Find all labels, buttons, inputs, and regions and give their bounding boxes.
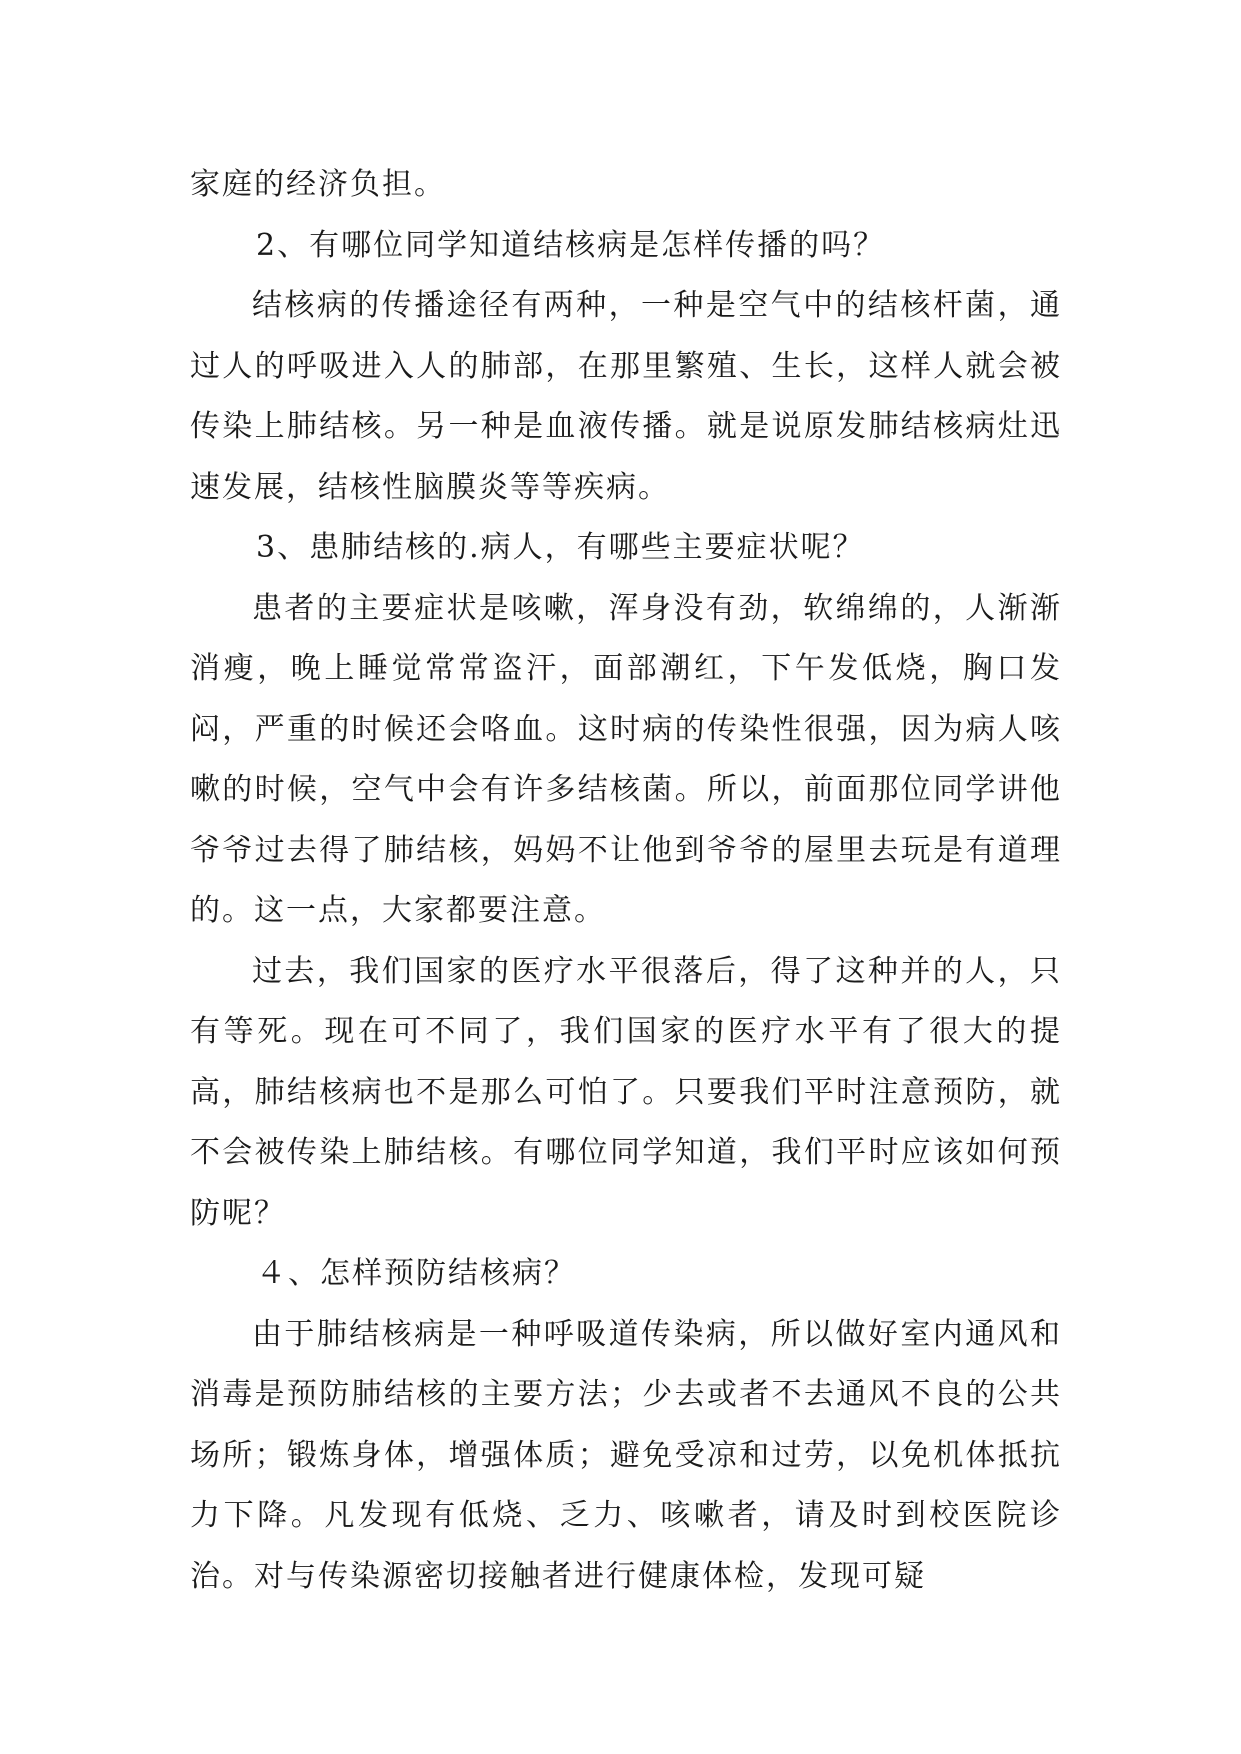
paragraph-transmission: 结核病的传播途径有两种，一种是空气中的结核杆菌，通过人的呼吸进入人的肺部，在那里繁殖、生长，这样人就会被传染上肺结核。另一种是血液传播。就是说原发肺结核病灶迅速发展，结核性脑膜炎等等疾病。	[190, 288, 1062, 505]
paragraph-medical-progress: 过去，我们国家的医疗水平很落后，得了这种并的人，只有等死。现在可不同了，我们国家的医疗水平有了很大的提高，肺结核病也不是那么可怕了。只要我们平时注意预防，就不会被传染上肺结核。有哪位同学知道，我们平时应该如何预防呢？	[190, 953, 1062, 1231]
question-heading-3: 3、患肺结核的.病人，有哪些主要症状呢？	[256, 530, 865, 565]
paragraph-symptoms: 患者的主要症状是咳嗽，浑身没有劲，软绵绵的，人渐渐消瘦，晚上睡觉常常盗汗，面部潮红，下午发低烧，胸口发闷，严重的时候还会咯血。这时病的传染性很强，因为病人咳嗽的时候，空气中会有许多结核菌。所以，前面那位同学讲他爷爷过去得了肺结核，妈妈不让他到爷爷的屋里去玩是有道理的。这一点，大家都要注意。	[190, 590, 1062, 928]
question-heading-4: ４、怎样预防结核病？	[256, 1256, 576, 1291]
paragraph-prevention: 由于肺结核病是一种呼吸道传染病，所以做好室内通风和消毒是预防肺结核的主要方法；少去或者不去通风不良的公共场所；锻炼身体，增强体质；避免受凉和过劳，以免机体抵抗力下降。凡发现有低烧、乏力、咳嗽者，请及时到校医院诊治。对与传染源密切接触者进行健康体检，发现可疑	[190, 1316, 1062, 1594]
document-body	[190, 155, 1062, 1607]
paragraph-continuation: 家庭的经济负担。	[190, 167, 446, 202]
question-heading-2: 2、有哪位同学知道结核病是怎样传播的吗？	[256, 227, 886, 263]
